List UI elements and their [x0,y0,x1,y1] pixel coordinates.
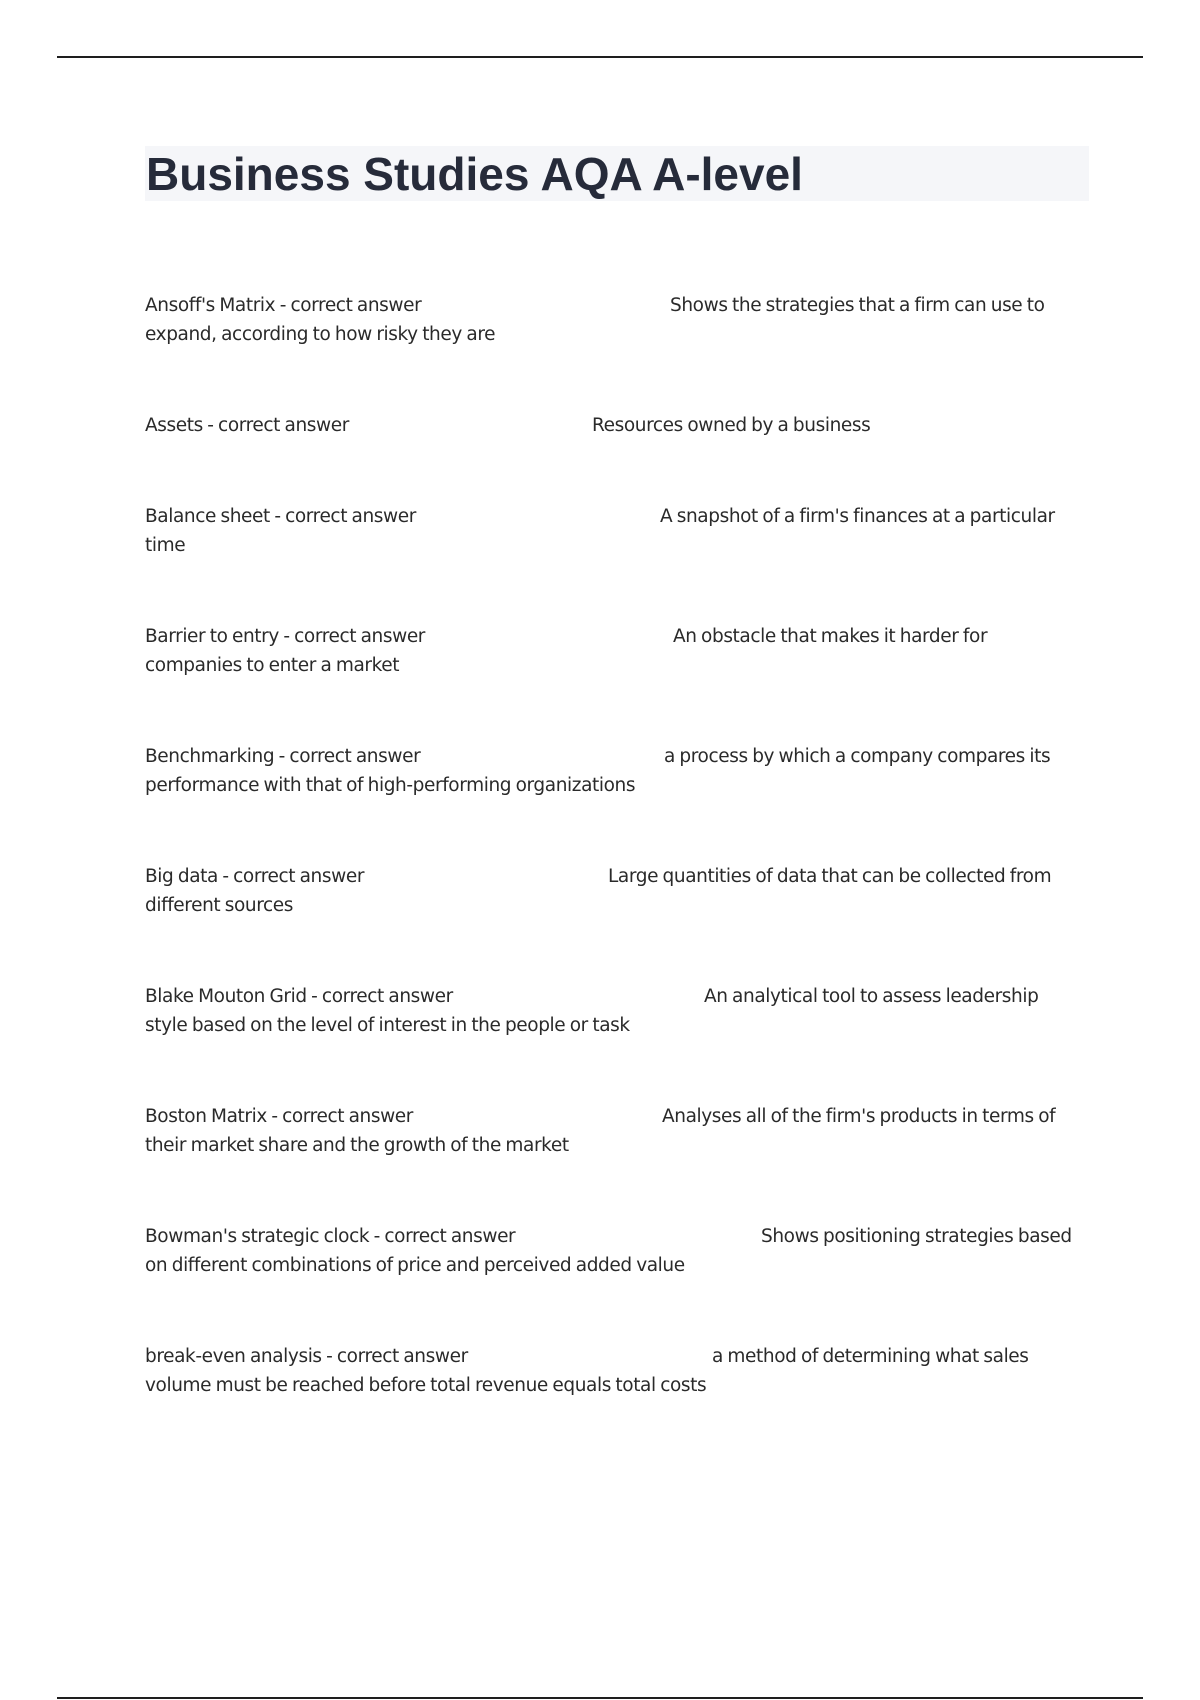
flashcard-entry [145,411,1085,440]
entry-definition-continued: volume must be reached before total revenue equals total costs [145,1375,707,1396]
entry-term: Benchmarking - correct answer [145,746,421,767]
flashcard-entry [145,742,1085,800]
entry-term: Assets - correct answer [145,415,349,436]
entry-line-2 [145,1251,1085,1280]
entry-definition: Shows positioning strategies based [761,1226,1072,1247]
entry-definition: A snapshot of a firm's finances at a particular [660,506,1055,527]
entry-line-2 [145,320,1085,349]
entry-definition: a process by which a company compares its [664,746,1051,767]
flashcard-entry [145,862,1085,920]
entry-line-1 [145,1102,1085,1131]
entry-line-2 [145,771,1085,800]
entry-definition-continued: style based on the level of interest in the people or task [145,1015,630,1036]
entry-definition-continued: companies to enter a market [145,655,400,676]
entry-definition: a method of determining what sales [712,1346,1029,1367]
entry-definition-continued: different sources [145,895,294,916]
flashcard-entry [145,1222,1085,1280]
bottom-rule [57,1697,1143,1699]
entry-definition: Analyses all of the firm's products in terms of [662,1106,1056,1127]
entry-line-2 [145,891,1085,920]
entry-line-1 [145,291,1085,320]
entry-line-2 [145,1131,1085,1160]
flashcard-entry [145,502,1085,560]
entry-definition-continued: time [145,535,186,556]
flashcard-entry [145,291,1085,349]
entry-term: Barrier to entry - correct answer [145,626,426,647]
entry-line-1 [145,411,1085,440]
flashcard-entry [145,982,1085,1040]
entry-line-1 [145,1222,1085,1251]
top-rule [57,56,1143,58]
entry-line-1 [145,862,1085,891]
entry-line-1 [145,502,1085,531]
entry-definition-continued: on different combinations of price and perceived added value [145,1255,685,1276]
entry-definition: Large quantities of data that can be collected from [608,866,1052,887]
entry-line-2 [145,1011,1085,1040]
entry-line-2 [145,531,1085,560]
entry-definition-continued: expand, according to how risky they are [145,324,496,345]
entry-definition: Resources owned by a business [592,415,871,436]
flashcard-entry [145,622,1085,680]
flashcard-entry [145,1342,1085,1400]
entry-line-1 [145,742,1085,771]
entry-term: Boston Matrix - correct answer [145,1106,413,1127]
entry-line-1 [145,1342,1085,1371]
entry-term: Bowman's strategic clock - correct answer [145,1226,516,1247]
entry-definition-continued: performance with that of high-performing organizations [145,775,636,796]
entry-term: Blake Mouton Grid - correct answer [145,986,453,1007]
entry-term: Ansoff's Matrix - correct answer [145,295,422,316]
entry-definition-continued: their market share and the growth of the market [145,1135,569,1156]
entry-definition: An obstacle that makes it harder for [673,626,988,647]
page-title: Business Studies AQA A-level [146,148,803,200]
entry-line-1 [145,982,1085,1011]
entry-line-2 [145,651,1085,680]
entry-definition: Shows the strategies that a firm can use to [670,295,1045,316]
entry-line-2 [145,1371,1085,1400]
entry-definition: An analytical tool to assess leadership [704,986,1039,1007]
entry-term: Big data - correct answer [145,866,365,887]
entry-line-1 [145,622,1085,651]
flashcard-entry [145,1102,1085,1160]
entry-term: break-even analysis - correct answer [145,1346,468,1367]
entry-term: Balance sheet - correct answer [145,506,416,527]
